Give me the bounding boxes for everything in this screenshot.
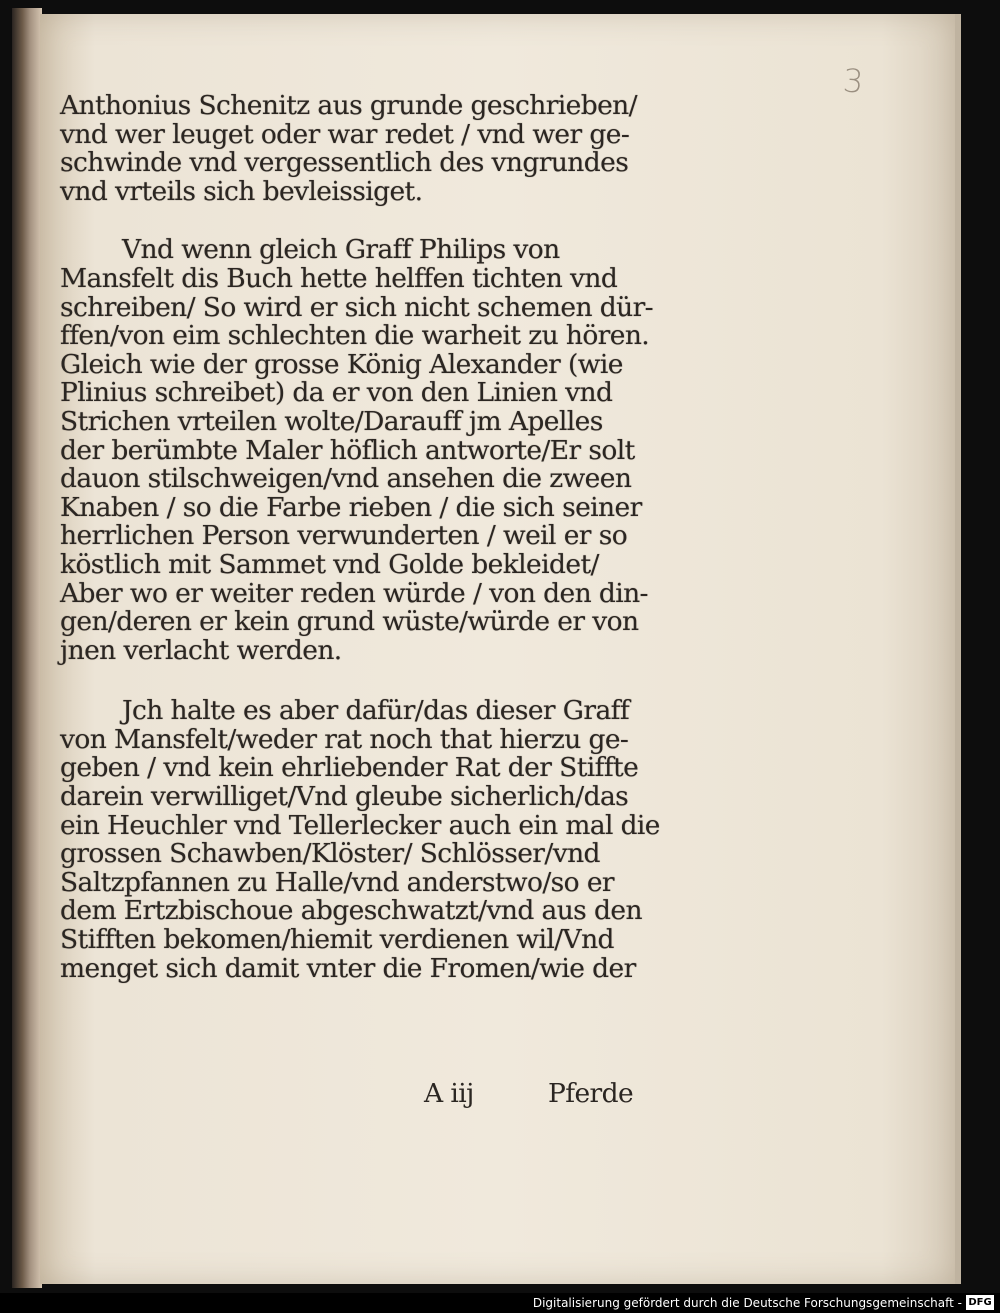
text-line: Anthonius Schenitz aus grunde geschrieben/ [60,90,637,121]
text-line: gen/deren er kein grund wüste/würde er von [60,606,639,638]
text-line: herrlichen Person verwunderten / weil er so [60,520,628,552]
signature-mark: A iij [424,1078,474,1109]
catchword: Pferde [548,1078,634,1109]
text-line: Gleich wie der grosse König Alexander (wie [60,348,623,380]
text-line: Saltzpfannen zu Halle/vnd anderstwo/so er [60,866,614,898]
text-line: Strichen vrteilen wolte/Darauff jm Apelles [60,405,603,437]
text-line: jnen verlacht werden. [60,634,342,666]
dfg-logo: DFG [966,1295,994,1310]
text-line: Jch halte es aber dafür/das dieser Graff [122,695,630,727]
text-line: schreiben/ So wird er sich nicht schemen dür- [60,291,653,323]
folio-number: 3 [841,61,865,101]
text-line: Stifften bekomen/hiemit verdienen wil/Vnd [60,924,614,956]
text-line: der berümbte Maler höflich antworte/Er solt [60,434,635,466]
text-body [60,92,660,983]
text-line: von Mansfelt/weder rat noch that hierzu ge- [60,723,629,755]
text-line: vnd vrteils sich bevleissiget. [60,175,423,207]
text-line: Knaben / so die Farbe rieben / die sich seiner [60,491,642,523]
text-line: Mansfelt dis Buch hette helffen tichten vnd [60,262,618,294]
text-line: vnd wer leuget oder war redet / vnd wer ge- [60,118,630,150]
text-line: darein verwilliget/Vnd gleube sicherlich/das [60,781,629,813]
text-line: Aber wo er weiter reden würde / von den din- [60,577,648,609]
text-line: ffen/von eim schlechten die warheit zu hören. [60,320,650,352]
page-edge [955,14,961,1284]
text-line: Plinius schreibet) da er von den Linien vnd [60,377,613,409]
text-line: dem Ertzbischoue abgeschwatzt/vnd aus den [60,895,642,927]
book-spine [12,8,42,1288]
text-line: geben / vnd kein ehrliebender Rat der Stiffte [60,752,639,784]
text-line: ein Heuchler vnd Tellerlecker auch ein mal die [60,809,660,841]
text-line: grossen Schawben/Klöster/ Schlösser/vnd [60,838,600,870]
footer-credit: Digitalisierung gefördert durch die Deutsche Forschungsgemeinschaft - [532,1296,962,1310]
text-line: schwinde vnd vergessentlich des vngrundes [60,147,629,179]
text-line: dauon stilschweigen/vnd ansehen die zween [60,463,632,495]
text-line: Vnd wenn gleich Graff Philips von [122,234,560,266]
text-line: köstlich mit Sammet vnd Golde bekleidet/ [60,548,599,580]
text-line: menget sich damit vnter die Fromen/wie der [60,952,636,984]
